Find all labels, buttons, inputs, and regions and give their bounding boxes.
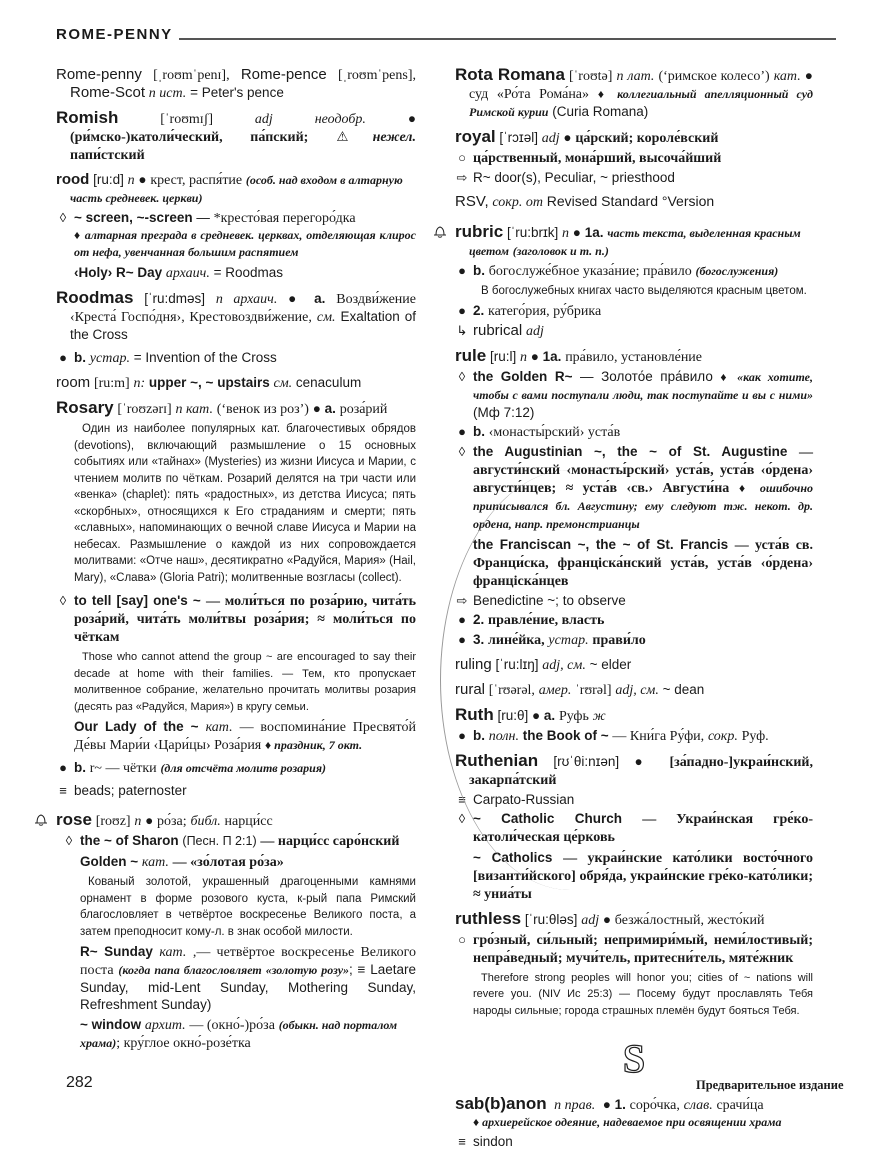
- entry-sabbanon: [455, 1095, 813, 1150]
- definition: лине́йка,: [488, 632, 545, 648]
- sense-number: ● a.: [312, 401, 336, 416]
- entry-rood: [56, 171, 416, 282]
- sense-b: [455, 727, 813, 745]
- bullet-icon: ●: [458, 263, 466, 278]
- sense-number: b.: [473, 727, 485, 743]
- transcription: [ˌroʊmˈpenɪ],: [153, 68, 230, 83]
- diamond-icon: ◊: [458, 368, 466, 384]
- definition: нарци́сс: [224, 814, 273, 829]
- headword: rural: [455, 680, 486, 698]
- headword: ruling: [455, 655, 492, 673]
- sense-number: ● 1.: [602, 1097, 626, 1112]
- definition: правле́ние, власть: [488, 612, 605, 628]
- page-number: 282: [66, 1074, 93, 1091]
- transcription: [ru:d]: [93, 172, 124, 187]
- phrase-rose-of-sharon: [62, 832, 416, 850]
- part-of-speech: adj: [581, 912, 600, 928]
- sense-number: ● a.: [288, 291, 326, 306]
- running-head-word: ROME-PENNY: [56, 26, 173, 43]
- diamond-icon: ◊: [65, 833, 73, 848]
- phrase: the Golden R~: [473, 368, 573, 384]
- definition: = Peter's pence: [190, 85, 284, 100]
- transcription: [ru:l]: [489, 348, 517, 364]
- cross-reference: R~ door(s), Peculiar, ~ priesthood: [473, 170, 675, 185]
- definition: ,— четвёртое воскресенье Великого поста: [80, 945, 416, 978]
- running-head-rule: [179, 38, 836, 40]
- part-of-speech: n:: [133, 376, 146, 391]
- note: (заголовок и т. п.): [512, 244, 609, 258]
- headword: rubric: [455, 222, 504, 241]
- transcription: [ˈru:θləs]: [524, 911, 578, 927]
- usage-label: слав.: [683, 1098, 713, 1113]
- usage-label: устар.: [89, 351, 130, 366]
- diamond-icon: ◊: [59, 210, 67, 225]
- phrase-rood-screen: [56, 209, 416, 261]
- sense-number: b.: [473, 263, 485, 278]
- sense-b: [455, 262, 813, 280]
- transcription: [ˈroʊtə]: [568, 69, 613, 84]
- definition: роза́рий: [339, 402, 388, 417]
- sense-3: [455, 631, 813, 649]
- headword: ruthless: [455, 908, 522, 928]
- definition: соро́чка,: [629, 1098, 680, 1113]
- note: ♦ ошибочно приписывался бл. Августину; ему следуют тж. некот. др. ордена, напр. премонстрианцы: [473, 480, 813, 531]
- part-of-speech: n прав.: [554, 1098, 596, 1113]
- definition: — уста́в св. Франци́ска, францiска́нский уста́в, уста́в ‹о́рдена› францiска́нцев: [473, 537, 813, 589]
- headword: RSV,: [455, 193, 489, 210]
- definition: — августи́нский ‹монасты́рский› уста́в, уста́в ‹о́рдена› августи́нцев; ≈ уста́в ‹св.› Августи́на: [473, 444, 813, 496]
- synonym-icon: ≡: [458, 1134, 466, 1149]
- entry-roodmas: [56, 289, 416, 367]
- definition: катего́рия, ру́брика: [488, 303, 602, 319]
- phrase-holy-rood-day: [56, 264, 416, 282]
- transcription: [ˈrɔɪəl]: [499, 130, 538, 145]
- synonym-list: beads; paternoster: [74, 783, 187, 798]
- definition: — Золото́е пра́вило: [580, 368, 713, 384]
- bullet-icon: ●: [145, 813, 154, 828]
- bell-icon: [34, 813, 48, 830]
- derivative: [455, 322, 813, 340]
- headword: royal: [455, 127, 496, 146]
- note: ♦ алтарная преграда в средневек. церквах, отделяющая клирос от нефа, увенчанная большим распятием: [74, 228, 416, 259]
- cross-reference: Exaltation of the Cross: [70, 309, 416, 342]
- phrase: R~ Sunday: [80, 944, 153, 959]
- phrase: ~ Catholic Church: [473, 810, 622, 826]
- headword: Rome-pence: [240, 66, 327, 83]
- diamond-icon: ◊: [458, 810, 466, 826]
- entry-rose: [56, 811, 416, 1052]
- definition: Воздви́жение ‹Креста́ Госпо́дня›, Крестовоздви́жение,: [70, 292, 416, 325]
- phrase: ~ screen, ~-screen: [74, 210, 193, 225]
- phrase: to tell [say] one's ~: [74, 593, 201, 608]
- cross-reference: (Curia Romana): [552, 104, 649, 119]
- phrase-rose-sunday: [56, 943, 416, 1013]
- headword: sab(b)anon: [455, 1094, 547, 1113]
- definition: ро́за;: [157, 814, 187, 829]
- part-of-speech: n: [562, 226, 570, 241]
- circle-icon: ○: [458, 931, 466, 947]
- headword: Rosary: [56, 398, 114, 417]
- sense-number: ● 1a.: [530, 348, 562, 364]
- phrase: the Franciscan ~, the ~ of St. Francis: [473, 536, 729, 552]
- phrase-catholics: [455, 849, 813, 903]
- usage-label: сокр. от: [492, 195, 543, 210]
- cross-reference: Benedictine ~; to observe: [473, 592, 626, 608]
- gloss: (‘венок из роз’): [216, 402, 309, 417]
- usage-label: библ.: [190, 814, 221, 829]
- definition: ; кру́глое окно́-розе́тка: [116, 1036, 251, 1051]
- section-letter: S: [622, 1036, 646, 1081]
- entry-ruth: [455, 706, 813, 745]
- synonym-list: Carpato-Russian: [473, 791, 575, 807]
- definition: — моли́ться по роза́рию, чита́ть роза́рий, чита́ть моли́твы роза́рия; ≈ моли́ться по чёткам: [74, 594, 416, 645]
- see-also: [455, 169, 813, 186]
- part-of-speech: adj: [525, 323, 544, 339]
- sense-figurative: [455, 931, 813, 967]
- note: ♦ «как хотите, чтобы с вами поступали люди, так поступайте и вы с ними»: [473, 369, 813, 402]
- headword: Rome-penny: [56, 66, 142, 83]
- part-of-speech: n: [519, 349, 527, 365]
- transcription: [rʊˈθi:nɪən]: [553, 753, 620, 769]
- encyclopedic-note: Один из наиболее популярных кат. благочестивых обрядов (devotions), включающий размышление о 15 основных событиях или «тайнах» (Mysteries) из жизни Иисуса и Марии, с чтением молитв по чёткам. Розарий делятся на три части или «венка» (chaplet): пять «радостных», из детства Иисуса; пять «скорбных», относящихся к Его страданиям и смерти; пять «славных», напоминающих о вечной славе Иисуса и Марии на небесах. Размышление о каждой из них сопровождается молитвами: «Отче наш», десятикратно «Радуйся, Мария» (Hail, Mary), «Слава» (Gloria Patri); молитвенные возгласы (collect).: [74, 423, 416, 584]
- entry-royal: [455, 128, 813, 186]
- phrase-our-lady: [56, 718, 416, 754]
- phrase-golden-rose: [56, 853, 416, 871]
- definition: часть текста, выделенная красным цветом: [469, 226, 801, 258]
- part-of-speech: n лат.: [616, 69, 655, 84]
- phrase: upper ~, ~ upstairs: [148, 375, 270, 390]
- bell-icon: [433, 225, 447, 242]
- headword: Romish: [56, 108, 119, 127]
- phrase-augustinian-rule: [455, 443, 813, 533]
- transcription: [ru:m]: [93, 376, 130, 391]
- cross-reference: ~ elder: [589, 656, 632, 672]
- headword: rood: [56, 171, 90, 188]
- usage-label: кат.: [141, 855, 169, 870]
- bullet-icon: ●: [458, 611, 466, 627]
- part-of-speech: adj: [254, 112, 273, 127]
- usage-label: нежел.: [372, 130, 416, 145]
- sense-b: [56, 759, 416, 777]
- usage-label: амер.: [538, 682, 572, 698]
- right-column: [455, 66, 813, 1157]
- synonym-list: ; ≡ Laetare Sunday, mid-Lent Sunday, Mothering Sunday, Refreshment Sunday): [80, 962, 416, 1012]
- synonyms: [455, 1133, 813, 1150]
- transcription: [ˌroʊmˈpens],: [337, 68, 416, 83]
- part-of-speech: n: [134, 814, 142, 829]
- diamond-icon: ◊: [458, 443, 466, 459]
- see-label: см.: [273, 376, 293, 391]
- definition: ца́рственный, мона́рший, высоча́йший: [473, 151, 722, 166]
- definition: — украи́нские като́лики восто́чного [византи́йского] обря́да, украи́нские гре́ко-като́лики; ≈ униа́ты: [473, 850, 813, 902]
- sense-number: 2.: [473, 302, 485, 318]
- note: ♦ коллегиальный апелляционный суд Римской курии: [469, 87, 813, 119]
- bullet-icon: ●: [563, 130, 572, 145]
- entry-rome-penny: [56, 66, 416, 102]
- see-label: см.: [316, 310, 336, 325]
- diamond-icon: ◊: [59, 593, 67, 608]
- transcription: [ˈru:brɪk]: [506, 225, 559, 240]
- definition: (ри́мско-)католи́ческий, па́пский;: [70, 130, 309, 145]
- phrase-catholic-church: [455, 810, 813, 846]
- bullet-icon: ●: [634, 753, 655, 769]
- headword: rule: [455, 345, 487, 365]
- note: (богослужения): [695, 264, 779, 278]
- definition: — Украи́нская гре́ко-католи́ческая це́рковь: [473, 811, 813, 845]
- bullet-icon: ●: [138, 172, 147, 187]
- entry-ruthenian: [455, 752, 813, 903]
- definition: — «зо́лотая ро́за»: [172, 855, 284, 870]
- entry-rota-romana: [455, 66, 813, 121]
- bullet-icon: ●: [59, 760, 67, 775]
- running-head: [56, 26, 836, 43]
- transcription: [ru:θ]: [497, 707, 529, 723]
- synonyms: [455, 791, 813, 808]
- entry-ruling: [455, 656, 813, 674]
- headword: Ruth: [455, 704, 494, 724]
- see-also: [455, 592, 813, 609]
- phrase-rose-window: [56, 1016, 416, 1052]
- phrase-golden-rule: [455, 368, 813, 421]
- transcription: [roʊz]: [95, 814, 131, 829]
- phrase: the ~ of Sharon: [80, 833, 179, 848]
- part-of-speech: adj: [541, 131, 560, 146]
- entry-rsv: [455, 193, 813, 211]
- synonyms: [56, 782, 416, 799]
- left-column: [56, 66, 416, 1059]
- part-of-speech: n архаич.: [215, 292, 278, 307]
- phrase-franciscan-rule: [455, 536, 813, 590]
- sense-number: ● 1a.: [572, 225, 604, 240]
- headword: Rome-Scot: [70, 84, 146, 101]
- usage-label: архит.: [144, 1018, 186, 1033]
- usage-label: кат.: [159, 945, 187, 960]
- phrase: the Augustinian ~, the ~ of St. Augustine: [473, 443, 788, 459]
- usage-label: полн.: [488, 728, 519, 744]
- definition: = Roodmas: [213, 265, 284, 280]
- part-of-speech: adj, см.: [542, 657, 586, 673]
- note: (когда папа благословляет «золотую розу»: [118, 963, 350, 977]
- headword: room: [56, 374, 91, 391]
- part-of-speech: n: [127, 173, 135, 188]
- bible-reference: (Песн. П 2:1): [182, 834, 257, 848]
- transcription: ˈrʊrəl]: [575, 682, 612, 698]
- definition: папи́стский: [70, 148, 145, 163]
- definition: пра́вило, установле́ние: [565, 349, 703, 365]
- definition: Руфь: [558, 708, 589, 724]
- part-of-speech: n кат.: [175, 402, 213, 417]
- cross-reference: ~ dean: [662, 681, 705, 697]
- entry-room: [56, 374, 416, 392]
- definition: — воспомина́ние Пресвято́й Де́вы Мари́и ‹Цари́цы› Роза́рия: [74, 720, 416, 753]
- sense-number: b.: [473, 423, 485, 439]
- definition: *кресто́вая перегоро́дка: [213, 211, 356, 226]
- part-of-speech: adj, см.: [615, 682, 659, 698]
- phrase: Our Lady of the ~: [74, 719, 199, 734]
- note: ♦ праздник, 7 окт.: [265, 738, 363, 752]
- sense-2: [455, 302, 813, 320]
- definition: r~ — чётки: [89, 761, 157, 776]
- bible-reference: (Мф 7:12): [473, 404, 535, 420]
- transcription: [ˈru:lɪŋ]: [495, 656, 539, 672]
- part-of-speech: n ист.: [148, 86, 187, 101]
- definition: безжа́лостный, жесто́кий: [614, 912, 765, 928]
- bullet-icon: ●: [59, 350, 67, 365]
- bullet-icon: ●: [458, 631, 466, 647]
- cross-reference: cenaculum: [295, 375, 362, 390]
- definition: Руф.: [741, 728, 769, 744]
- headword: rose: [56, 810, 92, 829]
- headword: Ruthenian: [455, 750, 539, 770]
- definition: суд «Ро́та Рома́на»: [469, 87, 590, 102]
- phrase: the Book of ~: [522, 727, 609, 743]
- derived-word: rubrical: [473, 321, 523, 339]
- transcription: [ˈru:dməs]: [144, 291, 206, 306]
- transcription: [ˈroʊzərɪ]: [117, 402, 172, 417]
- definition: крест, распя́тие: [150, 173, 243, 188]
- sense-b: [455, 423, 813, 441]
- sense-number: b.: [74, 350, 86, 365]
- dash: —: [196, 210, 210, 225]
- entry-rubric: [455, 223, 813, 340]
- gender-label: ж: [592, 708, 606, 724]
- sense-number: b.: [74, 760, 86, 775]
- note: ♦ архиерейское одеяние, надеваемое при освящении храма: [473, 1115, 782, 1129]
- warning-icon: ⚠: [336, 129, 373, 144]
- phrase: ~ Catholics: [473, 849, 553, 865]
- phrase: Golden ~: [80, 854, 139, 869]
- sense-b: [56, 349, 416, 367]
- usage-label: неодобр.: [314, 112, 366, 127]
- phrase: ~ window: [80, 1017, 142, 1032]
- bullet-icon: ●: [407, 111, 416, 126]
- definition: прави́ло: [592, 632, 646, 648]
- entry-rule: [455, 347, 813, 649]
- bullet-icon: ●: [458, 727, 466, 743]
- derivative-arrow-icon: ↳: [456, 322, 468, 338]
- note: (обыкн. над порталом храма): [80, 1018, 398, 1050]
- bullet-icon: ●: [804, 68, 813, 83]
- synonym-icon: ≡: [59, 783, 67, 798]
- example: Therefore strong peoples will honor you; cities of ~ nations will revere you. (NIV Ис 25:3) — Посему будут прославлять Тебя народы сильные; города страшных племён будут бояться Тебя.: [473, 971, 813, 1017]
- arrow-right-icon: ⇨: [456, 170, 468, 185]
- entry-rural: [455, 681, 813, 699]
- definition: богослуже́бное указа́ние; пра́вило: [488, 264, 692, 279]
- bullet-icon: ●: [602, 911, 612, 927]
- definition: [за́падно-]украи́нский, закарпа́тский: [469, 754, 813, 788]
- sense-number: ● a.: [532, 707, 556, 723]
- note: (особ. над входом в алтарную часть средневек. церкви): [70, 173, 403, 205]
- definition: ца́рский; короле́вский: [575, 131, 719, 146]
- entry-rosary: [56, 399, 416, 799]
- phrase-tell-ones-rosary: [56, 592, 416, 646]
- definition: — (окно́-)ро́за: [189, 1018, 275, 1033]
- definition: ‹монасты́рский› уста́в: [488, 424, 621, 440]
- definition: — нарци́сс саро́нский: [260, 834, 400, 849]
- example: Those who cannot attend the group ~ are encouraged to say their decade at home with their families. — Тем, кто пропускает молитвенное собрание, желательно прочитать молитвы розария (десять раз «Радуйся, Мария») в кругу семьи.: [74, 651, 416, 713]
- definition: гро́зный, си́льный; непримири́мый, неми́лостивый; непра́ведный; мучи́тель, притесни́тель, мяте́жник: [473, 932, 813, 966]
- encyclopedic-note: В богослужебных книгах часто выделяются красным цветом.: [481, 285, 807, 297]
- circle-icon: ○: [458, 150, 466, 165]
- phrase: ‹Holy› R~ Day: [74, 265, 163, 280]
- usage-label: устар.: [548, 632, 589, 648]
- sense-number: 2.: [473, 611, 485, 627]
- entry-ruthless: [455, 910, 813, 1020]
- usage-label: кат.: [773, 69, 801, 84]
- entry-romish: [56, 109, 416, 164]
- usage-label: кат.: [205, 720, 233, 735]
- note: (для отсчёта молитв розария): [160, 761, 327, 775]
- sense-2: [455, 611, 813, 629]
- gloss: (‘римское колесо’): [658, 69, 770, 84]
- usage-label: сокр.: [707, 728, 738, 744]
- sense-figurative: [455, 149, 813, 167]
- arrow-right-icon: ⇨: [456, 592, 468, 608]
- definition: срачи́ца: [716, 1098, 764, 1113]
- sense-number: 3.: [473, 631, 485, 647]
- encyclopedic-note: Кованый золотой, украшенный драгоценными камнями орнамент в форме розового куста, к-рый папа Римский благословляет в четвёртое воскресенье Великого поста, а затем преподносит кому-л. в знак особой милости.: [80, 876, 416, 938]
- definition: = Invention of the Cross: [133, 350, 277, 365]
- headword: Roodmas: [56, 288, 134, 307]
- transcription: [ˈroʊmɪʃ]: [160, 112, 214, 127]
- edition-note: Предварительное издание: [696, 1078, 844, 1092]
- headword: Rota Romana: [455, 65, 565, 84]
- synonym-list: sindon: [473, 1134, 513, 1149]
- synonym-icon: ≡: [458, 791, 466, 807]
- transcription: [ˈrʊərəl,: [488, 682, 535, 698]
- bullet-icon: ●: [458, 302, 466, 318]
- usage-label: архаич.: [165, 266, 210, 281]
- bullet-icon: ●: [458, 423, 466, 439]
- definition: — Кни́га Ру́фи,: [612, 728, 705, 744]
- definition: Revised Standard °Version: [546, 193, 715, 209]
